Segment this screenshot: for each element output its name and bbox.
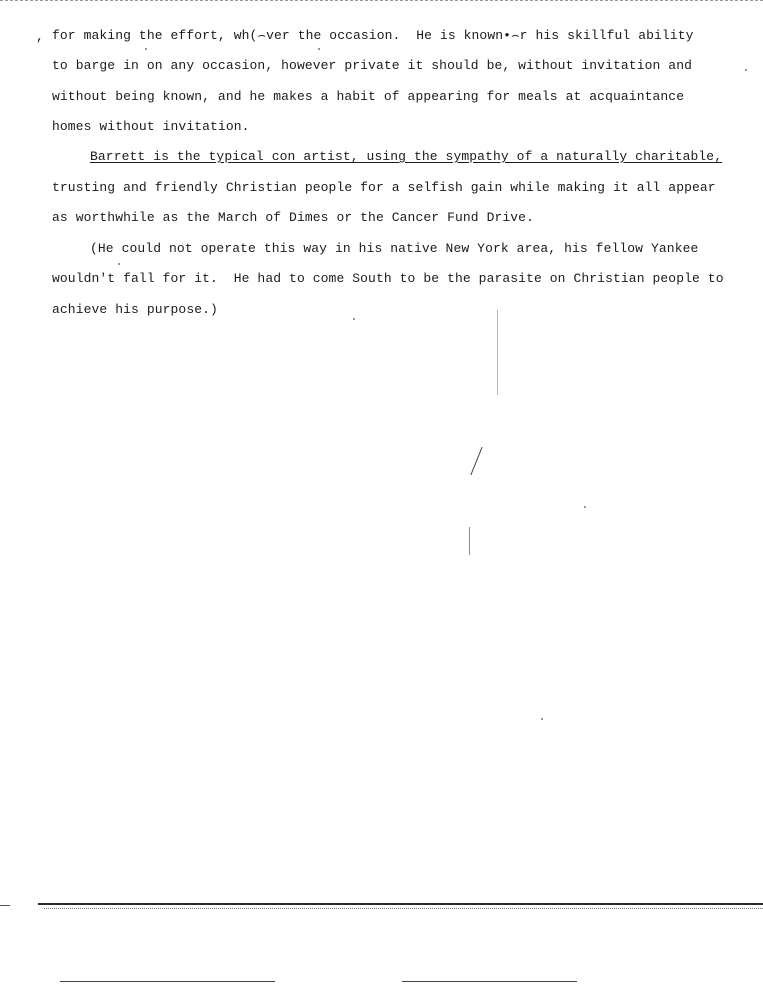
scan-speck [584, 506, 586, 508]
scan-mark-vertical [497, 310, 498, 395]
scan-mark-small [469, 527, 470, 555]
text-line-8: (He could not operate this way in his native New York area, his fellow Yankee [90, 241, 699, 256]
scan-mark-slash [470, 447, 482, 475]
text-line-10: achieve his purpose.) [52, 302, 218, 317]
footer-rule-noise [44, 908, 763, 909]
scan-speck [353, 318, 355, 320]
scan-speck [118, 263, 120, 265]
footer-rule-stub [0, 905, 10, 906]
text-line-6: trusting and friendly Christian people for a selfish gain while making it all appear [52, 180, 716, 195]
text-line-4: homes without invitation. [52, 119, 250, 134]
footer-rule [38, 903, 763, 905]
top-perforation [0, 0, 763, 4]
scan-speck [145, 48, 147, 50]
bottom-edge-rule-right [402, 981, 577, 982]
text-line-7: as worthwhile as the March of Dimes or the Cancer Fund Drive. [52, 210, 534, 225]
bottom-edge-rule-left [60, 981, 275, 982]
scan-speck [541, 718, 543, 720]
scan-speck [745, 69, 747, 71]
text-line-3: without being known, and he makes a habit of appearing for meals at acquaintance [52, 89, 685, 104]
scan-speck [318, 48, 320, 50]
text-line-5-underlined: Barrett is the typical con artist, using the sympathy of a naturally charitable, [90, 149, 723, 164]
text-line-2: to barge in on any occasion, however private it should be, without invitation and [52, 58, 693, 73]
margin-mark: , [36, 29, 44, 44]
text-line-1: for making the effort, wh(⌢ver the occasion. He is known•⌢r his skillful ability [52, 28, 694, 43]
text-line-9: wouldn't fall for it. He had to come South to be the parasite on Christian people to [52, 271, 724, 286]
